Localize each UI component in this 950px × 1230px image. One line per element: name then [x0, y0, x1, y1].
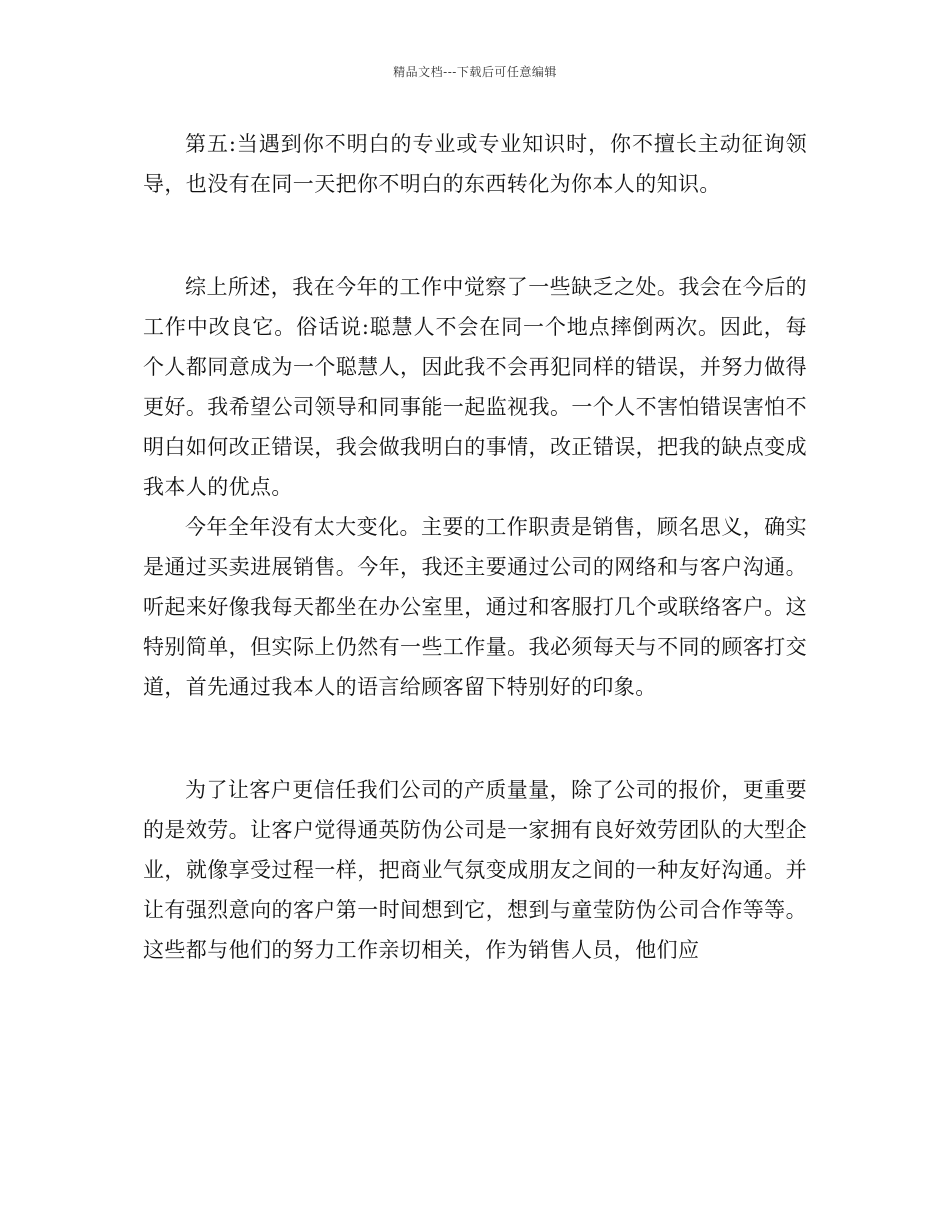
- paragraph-summary: 综上所述，我在今年的工作中觉察了一些缺乏之处。我会在今后的工作中改良它。俗话说:聪慧人不会在同一个地点摔倒两次。因此，每个人都同意成为一个聪慧人，因此我不会再犯同样的错误，并努力做得更好。我希望公司领导和同事能一起监视我。一个人不害怕错误害怕不明白如何改正错误，我会做我明白的事情，改正错误，把我的缺点变成我本人的优点。: [143, 275, 807, 499]
- document-body: [143, 124, 807, 970]
- paragraph-item-5: 第五:当遇到你不明白的专业或专业知识时，你不擅长主动征询领导，也没有在同一天把你不明白的东西转化为你本人的知识。: [143, 132, 807, 196]
- paragraph-yearly-work: 今年全年没有太大变化。主要的工作职责是销售，顾名思义，确实是通过买卖进展销售。今年，我还主要通过公司的网络和与客户沟通。听起来好像我每天都坐在办公室里，通过和客服打几个或联络客户。这特别简单，但实际上仍然有一些工作量。我必须每天与不同的顾客打交道，首先通过我本人的语言给顾客留下特别好的印象。: [143, 515, 807, 699]
- page-header: 精品文档---下载后可任意编辑: [393, 65, 557, 79]
- paragraph-customer-trust: 为了让客户更信任我们公司的产质量量，除了公司的报价，更重要的是效劳。让客户觉得通英防伪公司是一家拥有良好效劳团队的大型企业，就像享受过程一样，把商业气氛变成朋友之间的一种友好沟通。并让有强烈意向的客户第一时间想到它，想到与童莹防伪公司合作等等。这些都与他们的努力工作亲切相关，作为销售人员，他们应: [143, 778, 807, 962]
